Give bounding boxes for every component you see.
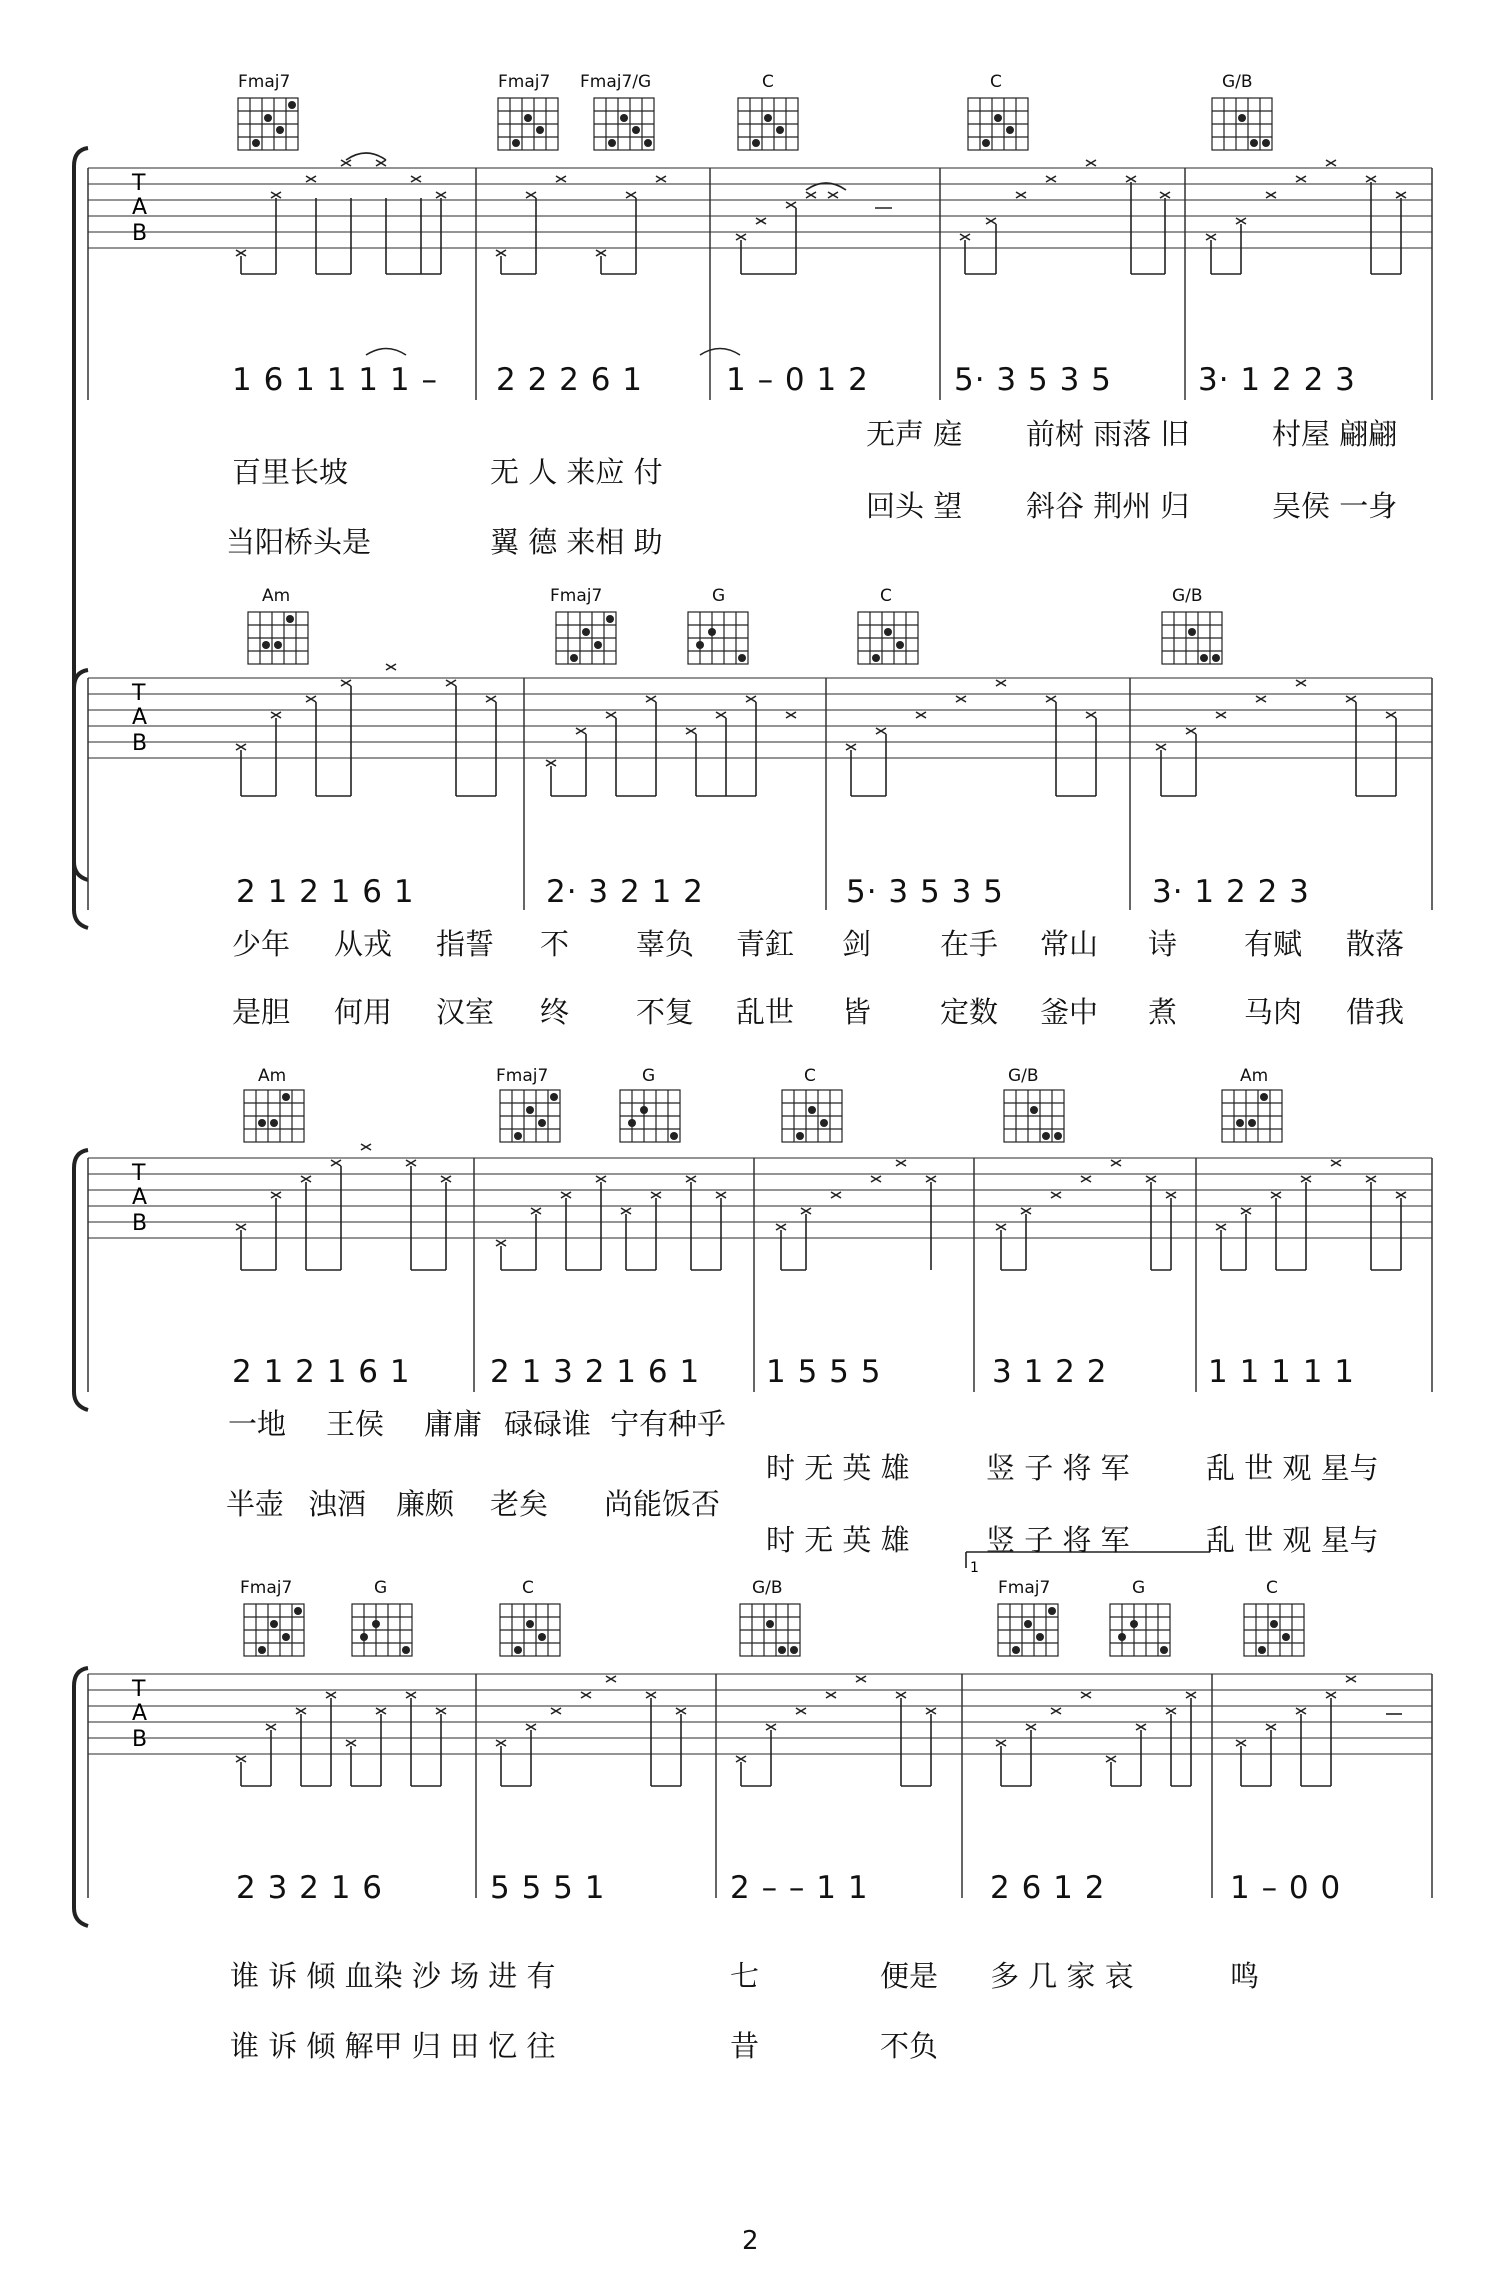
numbered-notation: 1 – 0 1 2 xyxy=(726,362,869,398)
lyric-word: 一地 xyxy=(228,1407,287,1441)
chord-label: G xyxy=(642,1066,656,1086)
chord-label: C xyxy=(522,1578,534,1598)
lyric-word: 多 几 家 哀 xyxy=(990,1959,1134,1993)
lyric-word: 鸣 xyxy=(1230,1959,1260,1993)
chord-label: Fmaj7 xyxy=(238,72,291,92)
lyric-line: 斜谷 荆州 归 xyxy=(1026,489,1190,523)
lyric-line: 无 人 来应 付 xyxy=(490,455,663,489)
lyric-word: 定数 xyxy=(940,995,999,1029)
lyric-word: 有赋 xyxy=(1244,927,1303,961)
chord-label: G xyxy=(374,1578,388,1598)
chord-label: Am xyxy=(258,1066,287,1086)
lyric-line: 竖 子 将 军 xyxy=(986,1523,1130,1557)
lyric-word: 在手 xyxy=(940,927,999,961)
chord-label: C xyxy=(880,586,892,606)
svg-text:B: B xyxy=(132,1211,148,1236)
lyric-word: 常山 xyxy=(1040,927,1099,961)
chord-label: Fmaj7 xyxy=(550,586,603,606)
lyric-word: 不 xyxy=(540,927,570,961)
lyric-line: 吴侯 一身 xyxy=(1272,489,1398,523)
lyric-line: 前树 雨落 旧 xyxy=(1026,417,1190,451)
lyric-word: 釜中 xyxy=(1040,995,1099,1029)
svg-text:B: B xyxy=(132,731,148,756)
svg-text:A: A xyxy=(132,1701,148,1726)
numbered-notation: 2 1 2 1 6 1 xyxy=(232,1354,411,1390)
lyric-word: 汉室 xyxy=(436,995,495,1029)
chord-label: Fmaj7 xyxy=(998,1578,1051,1598)
chord-label: G xyxy=(1132,1578,1146,1598)
lyric-word: 不负 xyxy=(880,2029,939,2063)
numbered-notation: 2 1 3 2 1 6 1 xyxy=(490,1354,701,1390)
lyric-line: 谁 诉 倾 血染 沙 场 进 有 xyxy=(230,1959,556,1993)
numbered-notation: 3· 1 2 2 3 xyxy=(1198,362,1356,398)
chord-label: C xyxy=(1266,1578,1278,1598)
lyric-word: 少年 xyxy=(232,927,291,961)
numbered-notation: 2 3 2 1 6 xyxy=(236,1870,384,1906)
lyric-line: 乱 世 观 星与 xyxy=(1206,1451,1379,1485)
svg-text:B: B xyxy=(132,221,148,246)
svg-text:A: A xyxy=(132,705,148,730)
lyric-word: 半壶 xyxy=(226,1487,285,1521)
numbered-notation: 5· 3 5 3 5 xyxy=(954,362,1112,398)
page-number: 2 xyxy=(742,2226,759,2256)
lyric-word: 诗 xyxy=(1148,927,1178,961)
svg-text:1: 1 xyxy=(970,1560,979,1576)
lyric-line: 百里长坡 xyxy=(232,455,349,489)
svg-text:T: T xyxy=(132,681,146,706)
lyric-word: 散落 xyxy=(1346,927,1405,961)
lyric-word: 宁有种乎 xyxy=(610,1407,727,1441)
lyric-line: 时 无 英 雄 xyxy=(766,1451,910,1485)
lyric-word: 何用 xyxy=(334,995,393,1029)
lyric-word: 碌碌谁 xyxy=(504,1407,592,1441)
lyric-word: 借我 xyxy=(1346,995,1405,1029)
lyric-word: 青釭 xyxy=(736,927,795,961)
chord-label: Fmaj7/G xyxy=(580,72,652,92)
lyric-word: 便是 xyxy=(880,1959,939,1993)
svg-text:T: T xyxy=(132,1161,146,1186)
lyric-word: 是胆 xyxy=(232,995,291,1029)
lyric-word: 剑 xyxy=(842,927,872,961)
lyric-line: 回头 望 xyxy=(866,489,963,523)
lyric-line: 村屋 翩翩 xyxy=(1272,417,1398,451)
numbered-notation: 2· 3 2 1 2 xyxy=(546,874,704,910)
lyric-line: 当阳桥头是 xyxy=(226,525,372,559)
lyric-word: 终 xyxy=(540,995,570,1029)
chord-label: Fmaj7 xyxy=(498,72,551,92)
chord-label: Fmaj7 xyxy=(496,1066,549,1086)
chord-label: G/B xyxy=(1172,586,1203,606)
lyric-word: 庸庸 xyxy=(424,1407,483,1441)
numbered-notation: 3 1 2 2 xyxy=(992,1354,1108,1390)
lyric-word: 王侯 xyxy=(326,1407,385,1441)
chord-label: G/B xyxy=(1222,72,1253,92)
numbered-notation: 3· 1 2 2 3 xyxy=(1152,874,1310,910)
svg-text:T: T xyxy=(132,1677,146,1702)
numbered-notation: 1 6 1 1 1 1 – xyxy=(232,362,438,398)
lyric-word: 辜负 xyxy=(636,927,695,961)
svg-text:A: A xyxy=(132,1185,148,1210)
tab-staff-2 xyxy=(0,590,1500,1050)
chord-label: Am xyxy=(262,586,291,606)
lyric-word: 乱世 xyxy=(736,995,795,1029)
lyric-line: 竖 子 将 军 xyxy=(986,1451,1130,1485)
numbered-notation: 2 6 1 2 xyxy=(990,1870,1106,1906)
numbered-notation: 1 – 0 0 xyxy=(1230,1870,1342,1906)
lyric-line: 无声 庭 xyxy=(866,417,963,451)
lyric-word: 马肉 xyxy=(1244,995,1303,1029)
chord-label: C xyxy=(804,1066,816,1086)
lyric-word: 昔 xyxy=(730,2029,760,2063)
lyric-line: 时 无 英 雄 xyxy=(766,1523,910,1557)
lyric-word: 浊酒 xyxy=(308,1487,367,1521)
lyric-word: 尚能饭否 xyxy=(604,1487,721,1521)
lyric-word: 不复 xyxy=(636,995,695,1029)
numbered-notation: 5· 3 5 3 5 xyxy=(846,874,1004,910)
lyric-word: 七 xyxy=(730,1959,760,1993)
svg-text:T: T xyxy=(132,171,146,196)
chord-label: G/B xyxy=(752,1578,783,1598)
chord-label: Am xyxy=(1240,1066,1269,1086)
lyric-word: 煮 xyxy=(1148,995,1178,1029)
numbered-notation: 2 1 2 1 6 1 xyxy=(236,874,415,910)
chord-label: C xyxy=(762,72,774,92)
numbered-notation: 1 5 5 5 xyxy=(766,1354,882,1390)
numbered-notation: 5 5 5 1 xyxy=(490,1870,606,1906)
numbered-notation: 1 1 1 1 1 xyxy=(1208,1354,1356,1390)
chord-label: Fmaj7 xyxy=(240,1578,293,1598)
svg-text:B: B xyxy=(132,1727,148,1752)
lyric-word: 指誓 xyxy=(436,927,495,961)
lyric-line: 翼 德 来相 助 xyxy=(490,525,663,559)
chord-label: C xyxy=(990,72,1002,92)
lyric-word: 廉颇 xyxy=(396,1487,455,1521)
lyric-line: 乱 世 观 星与 xyxy=(1206,1523,1379,1557)
chord-label: G/B xyxy=(1008,1066,1039,1086)
numbered-notation: 2 2 2 6 1 xyxy=(496,362,644,398)
lyric-word: 老矣 xyxy=(490,1487,549,1521)
numbered-notation: 2 – – 1 1 xyxy=(730,1870,869,1906)
lyric-word: 皆 xyxy=(842,995,872,1029)
chord-label: G xyxy=(712,586,726,606)
lyric-word: 从戎 xyxy=(334,927,393,961)
lyric-line: 谁 诉 倾 解甲 归 田 忆 往 xyxy=(230,2029,556,2063)
svg-text:A: A xyxy=(132,195,148,220)
